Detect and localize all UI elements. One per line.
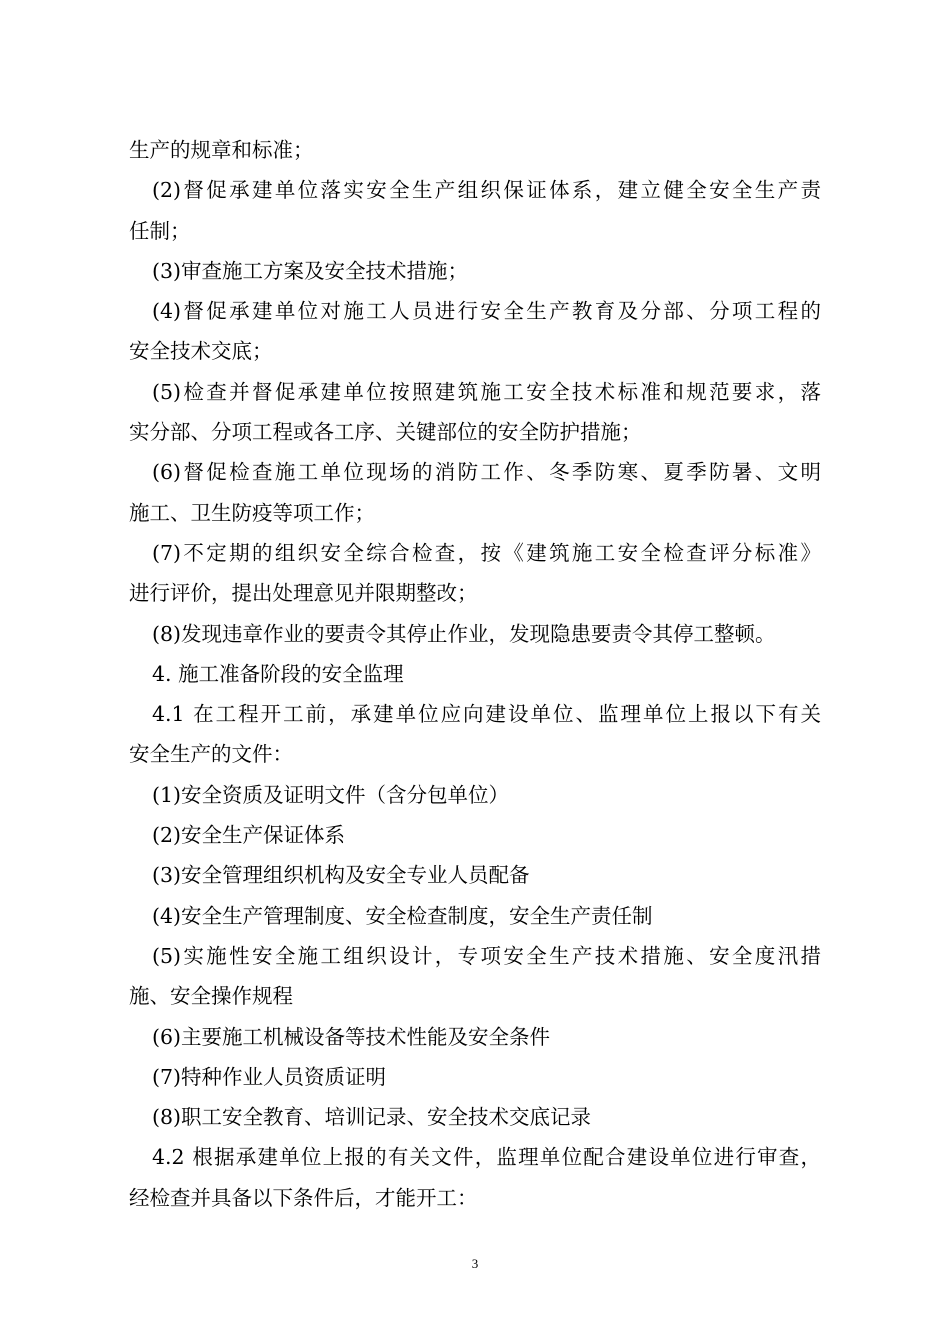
text-line: 安全技术交底； — [129, 339, 273, 364]
text-line: (3)安全管理组织机构及安全专业人员配备 — [152, 863, 530, 888]
text-line: (7)不定期的组织安全综合检查，按《建筑施工安全检查评分标准》 — [152, 540, 821, 565]
text-line: (1)安全资质及证明文件（含分包单位） — [152, 782, 510, 807]
text-line: (8)发现违章作业的要责令其停止作业，发现隐患要责令其停工整顿。 — [152, 621, 776, 646]
text-line: 施、安全操作规程 — [129, 984, 293, 1009]
body-text — [129, 130, 821, 1218]
text-line: 生产的规章和标准； — [129, 138, 314, 162]
text-line: (2)督促承建单位落实安全生产组织保证体系，建立健全安全生产责 — [152, 178, 821, 203]
text-line: (6)主要施工机械设备等技术性能及安全条件 — [152, 1024, 551, 1049]
text-line: (5)检查并督促承建单位按照建筑施工安全技术标准和规范要求，落 — [152, 379, 821, 404]
text-line: 进行评价，提出处理意见并限期整改； — [129, 581, 478, 606]
text-line: 4.2 根据承建单位上报的有关文件，监理单位配合建设单位进行审查， — [152, 1145, 821, 1170]
text-line: (6)督促检查施工单位现场的消防工作、冬季防寒、夏季防暑、文明 — [152, 460, 821, 485]
text-line: (4)督促承建单位对施工人员进行安全生产教育及分部、分项工程的 — [152, 299, 821, 324]
text-line: (8)职工安全教育、培训记录、安全技术交底记录 — [152, 1105, 592, 1130]
text-line: (2)安全生产保证体系 — [152, 823, 346, 848]
text-line: (7)特种作业人员资质证明 — [152, 1064, 387, 1089]
text-line: 经检查并具备以下条件后，才能开工： — [129, 1185, 478, 1210]
page-number: 3 — [471, 1256, 479, 1271]
text-line: 任制； — [129, 218, 191, 243]
text-line: 施工、卫生防疫等项工作； — [129, 500, 375, 525]
text-line: 实分部、分项工程或各工序、关键部位的安全防护措施； — [129, 420, 642, 445]
text-line: 安全生产的文件： — [129, 742, 293, 767]
text-line: (3)审查施工方案及安全技术措施； — [152, 258, 469, 283]
text-line: 4. 施工准备阶段的安全监理 — [152, 661, 404, 686]
text-line: (4)安全生产管理制度、安全检查制度，安全生产责任制 — [152, 903, 653, 928]
text-line: (5)实施性安全施工组织设计，专项安全生产技术措施、安全度汛措 — [152, 943, 821, 968]
text-line: 4.1 在工程开工前，承建单位应向建设单位、监理单位上报以下有关 — [152, 702, 821, 727]
